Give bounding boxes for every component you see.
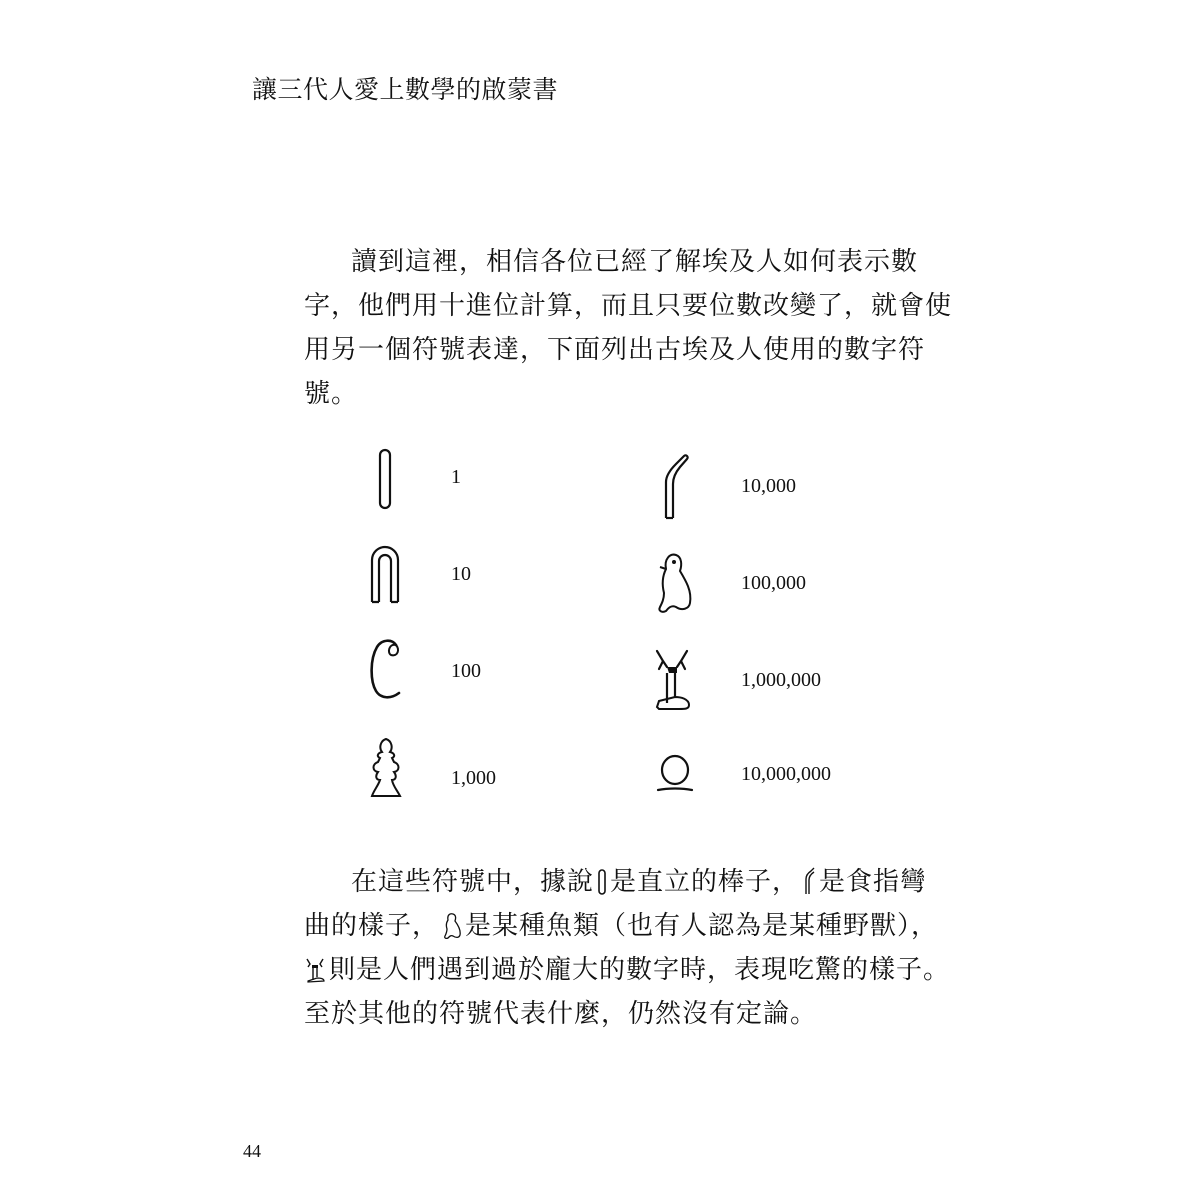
intro-line-1: 讀到這裡，相信各位已經了解埃及人如何表示數 — [351, 247, 919, 277]
explanation-line-2 — [304, 904, 939, 948]
coil-rope-icon — [366, 637, 406, 701]
bent-finger-icon — [802, 867, 816, 895]
explanation-line-4: 至於其他的符號代表什麼，仍然沒有定論。 — [304, 999, 818, 1029]
explanation-text: 是食指彎 — [819, 867, 928, 897]
numeral-value-1000: 1,000 — [451, 767, 496, 789]
astonished-man-icon — [304, 957, 326, 983]
intro-line-2: 字，他們用十進位計算，而且只要位數改變了，就會使 — [304, 291, 953, 321]
explanation-line-1 — [304, 860, 928, 904]
intro-paragraph — [304, 240, 953, 416]
tadpole-icon — [652, 549, 696, 615]
explanation-paragraph — [304, 860, 951, 1036]
bent-finger-icon — [656, 452, 692, 522]
sun-circle-icon — [656, 752, 694, 794]
numeral-value-1000000: 1,000,000 — [741, 669, 821, 691]
explanation-line-3 — [304, 948, 951, 992]
numeral-value-10000000: 10,000,000 — [741, 763, 831, 785]
numeral-value-100000: 100,000 — [741, 572, 806, 594]
lotus-icon — [366, 736, 406, 800]
intro-line-4: 號。 — [304, 379, 359, 409]
stroke-icon — [597, 869, 607, 895]
stroke-icon — [376, 448, 396, 510]
heel-bone-icon — [367, 540, 403, 604]
numeral-value-1: 1 — [451, 466, 461, 488]
running-header-title: 讓三代人愛上數學的啟蒙書 — [252, 75, 559, 104]
numeral-value-10: 10 — [451, 563, 471, 585]
numeral-value-100: 100 — [451, 660, 481, 682]
explanation-text: 則是人們遇到過於龐大的數字時，表現吃驚的樣子。 — [329, 955, 951, 985]
page-number: 44 — [243, 1141, 261, 1161]
explanation-text: 曲的樣子， — [304, 911, 440, 941]
explanation-text: 在這些符號中，據說 — [351, 867, 595, 897]
intro-line-3: 用另一個符號表達，下面列出古埃及人使用的數字符 — [304, 335, 926, 365]
explanation-text: 是直立的棒子， — [610, 867, 800, 897]
numeral-value-10000: 10,000 — [741, 475, 796, 497]
explanation-text: 是某種魚類（也有人認為是某種野獸）， — [465, 911, 939, 941]
astonished-man-icon — [649, 647, 695, 713]
tadpole-icon — [442, 911, 462, 939]
